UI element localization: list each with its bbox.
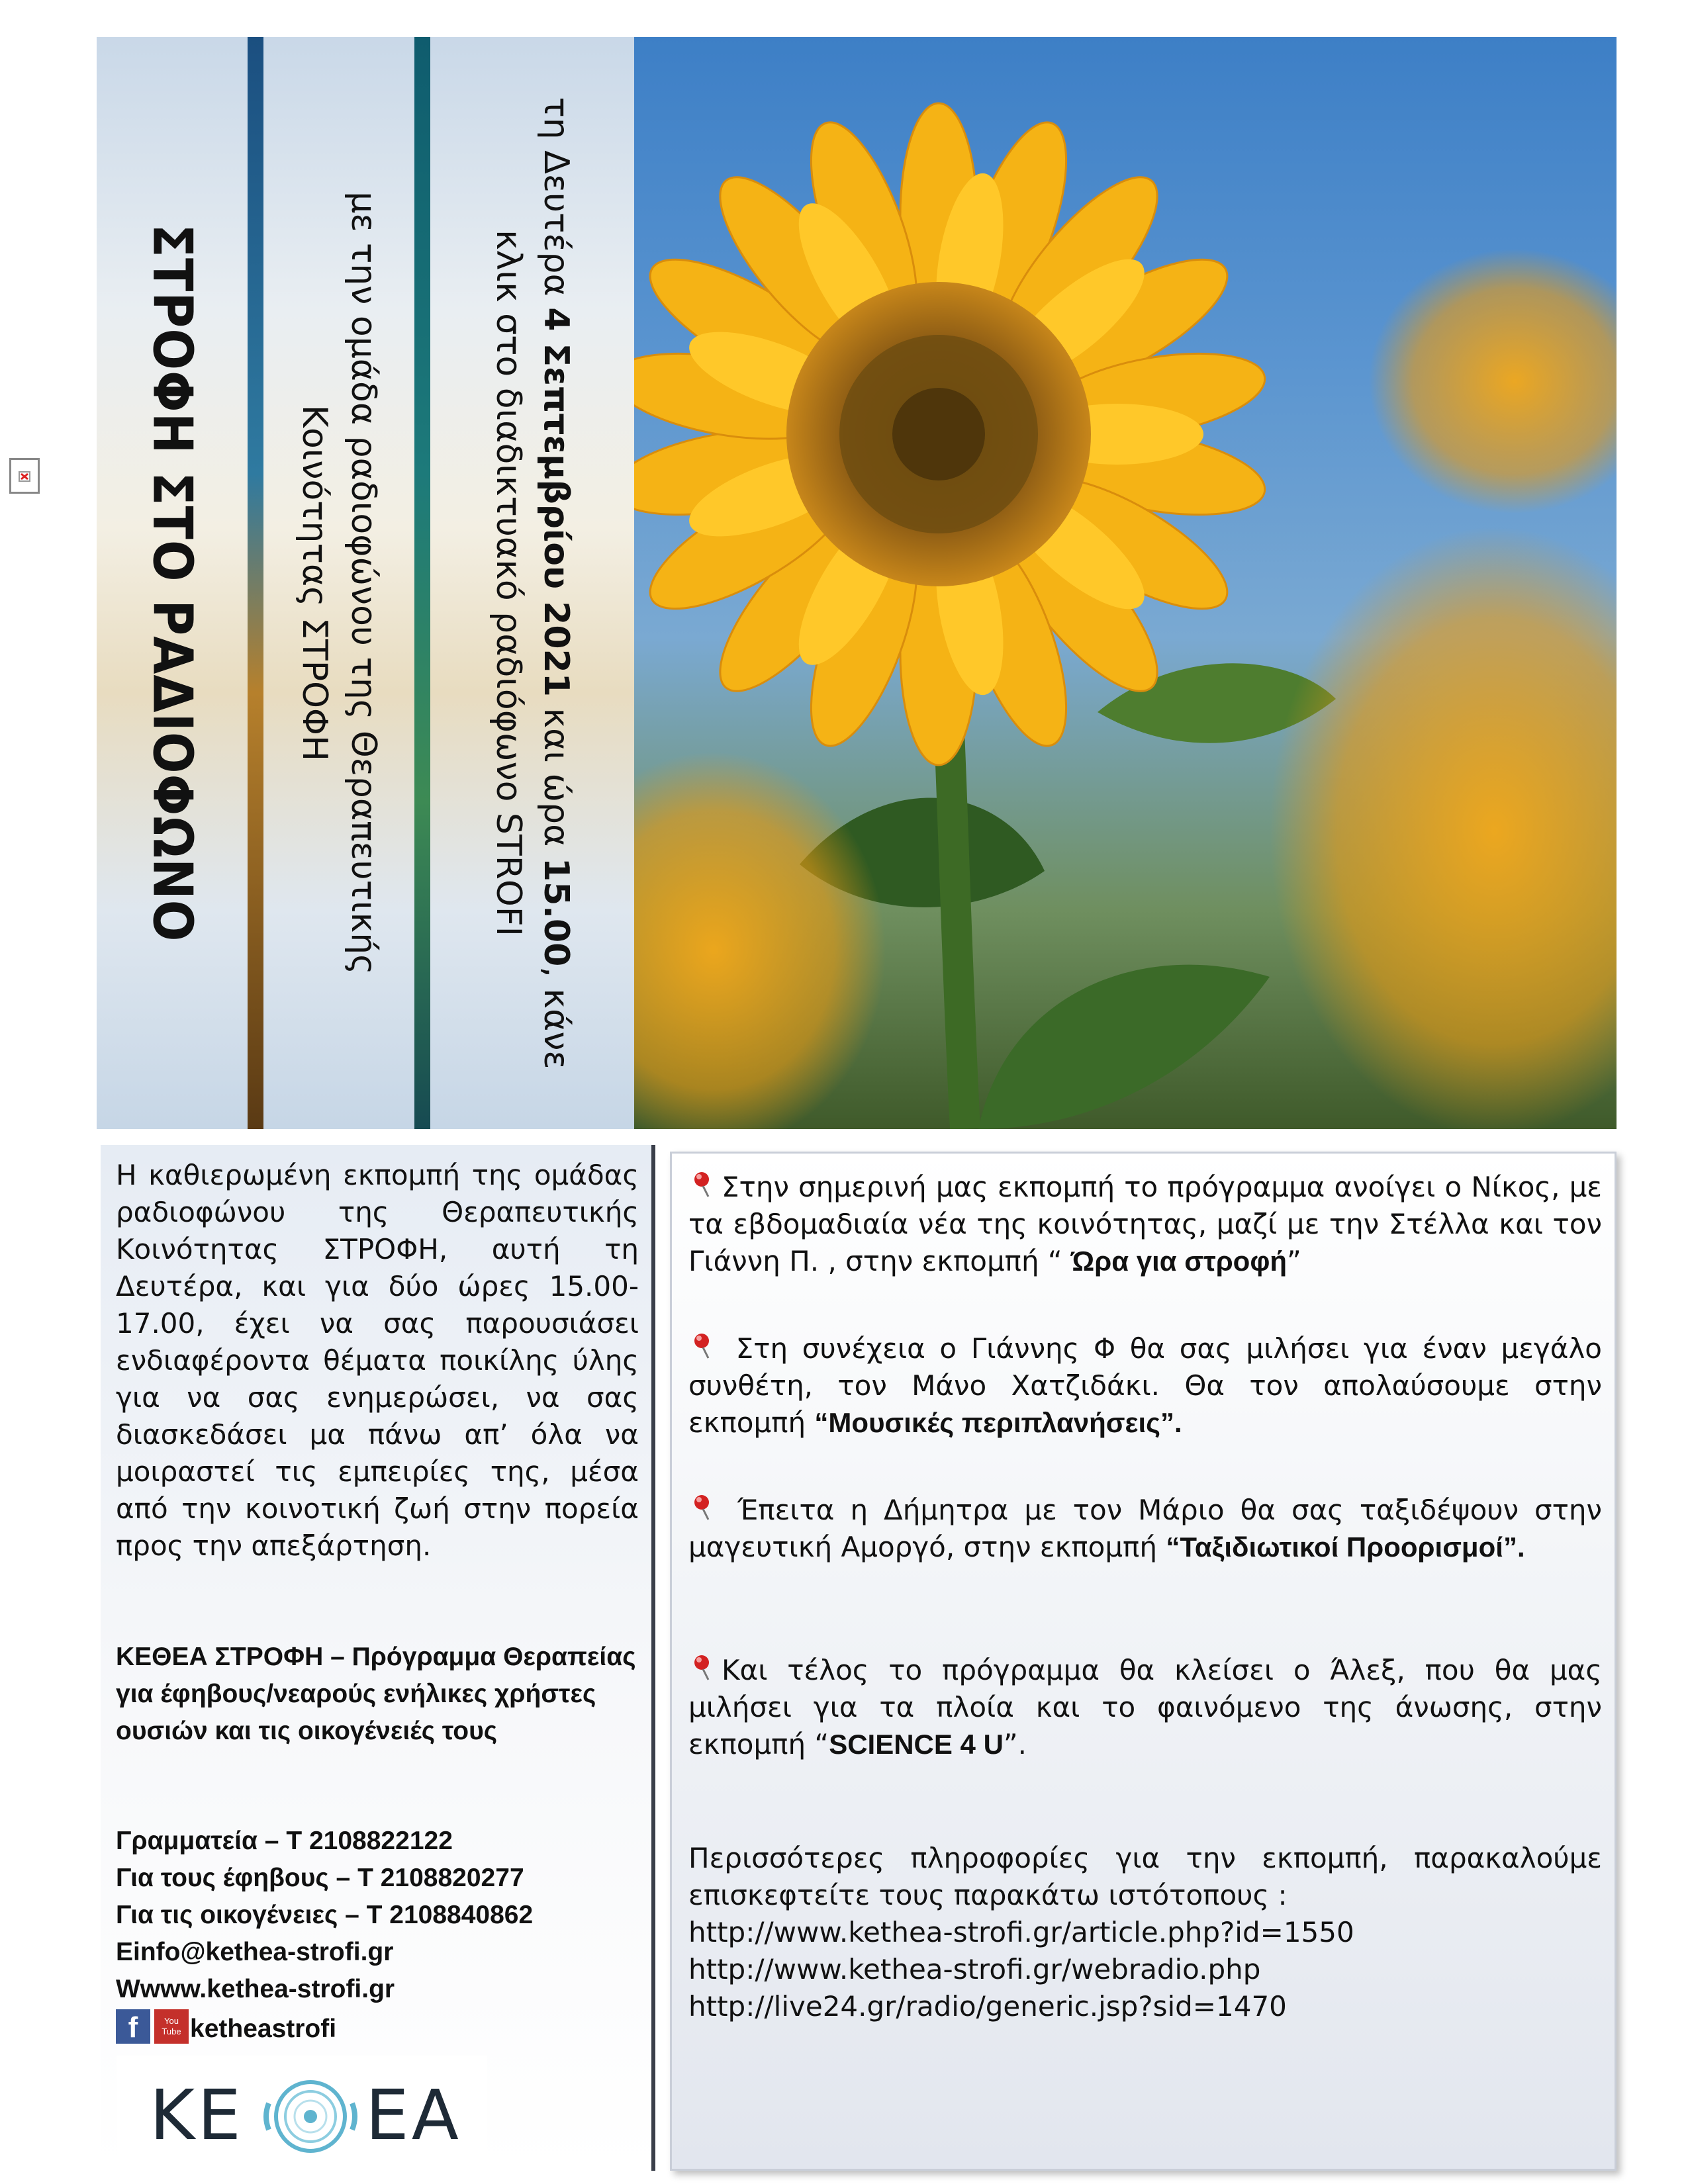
- pushpin-icon: [688, 1170, 718, 1199]
- pushpin-icon: [688, 1493, 718, 1522]
- pushpin-icon: [688, 1332, 718, 1361]
- banner-title: ΣΤΡΟΦΗ ΣΤΟ ΡΑΔΙΟΦΩΝΟ: [140, 224, 204, 942]
- org-description: ΚΕΘΕΑ ΣΤΡΟΦΗ – Πρόγραμμα Θεραπείας για έφηβους/νεαρούς ενήλικες χρήστες ουσιών και τις οικογένειές τους: [116, 1643, 636, 1745]
- divider-bar: [248, 37, 263, 1129]
- banner-date-line1: τη Δευτέρα 4 Σεπτεμβρίου 2021 και ώρα 15.00, κάνε: [536, 97, 576, 1069]
- facebook-icon[interactable]: f: [116, 2009, 150, 2044]
- logo-text-right: ΕΑ: [365, 2075, 461, 2156]
- show-title-mousikes: “Μουσικές περιπλανήσεις”.: [814, 1407, 1182, 1438]
- link-article[interactable]: http://www.kethea-strofi.gr/article.php?id=1550: [688, 1916, 1354, 1948]
- link-live24[interactable]: http://live24.gr/radio/generic.jsp?sid=1470: [688, 1990, 1287, 2023]
- subtitle-strip: [263, 37, 414, 1129]
- more-info-block: [688, 1840, 1602, 2025]
- banner-subtitle-line1: με την ομάδα ραδιοφώνου της Θεραπευτικής: [344, 191, 383, 975]
- intro-paragraph: Η καθιερωμένη εκπομπή της ομάδας ραδιοφώνου της Θεραπευτικής Κοινότητας ΣΤΡΟΦΗ, αυτή τη Δευτέρα, και για δύο ώρες 15.00-17.00, έχει να σας παρουσιάσει ενδιαφέροντα θέματα ποικίλης ύλης για να σας ενημερώσει, να σας διασκεδάσει μα πάνω απ’ όλα να μοιραστεί τις εμπειρίες της, μέσα από την κοινοτική ζωή στην πορεία προς την απεξάρτηση.: [116, 1159, 639, 1562]
- show-title-ora: Ώρα για στροφή: [1071, 1246, 1288, 1277]
- program-item-1: Στην σημερινή μας εκπομπή το πρόγραμμα ανοίγει ο Νίκος, με τα εβδομαδιαία νέα της κοινότητας, μαζί με την Στέλλα και τον Γιάννη Π. , στην εκπομπή “ Ώρα για στροφή”: [688, 1171, 1602, 1277]
- divider-bar: [414, 37, 430, 1129]
- social-handle[interactable]: ketheastrofi: [190, 2015, 337, 2043]
- banner-date: 4 Σεπτεμβρίου 2021: [536, 307, 576, 697]
- website-link[interactable]: Wwww.kethea-strofi.gr: [116, 1975, 395, 2003]
- show-title-science: SCIENCE 4 U: [829, 1729, 1004, 1760]
- broken-image-icon: [9, 458, 40, 494]
- pushpin-icon: [688, 1653, 718, 1682]
- title-strip: [97, 37, 248, 1129]
- banner-subtitle-line2: Κοινότητας ΣΤΡΟΦΗ: [295, 404, 334, 762]
- more-info-text: Περισσότερες πληροφορίες για την εκπομπή, παρακαλούμε επισκεφτείτε τους παρακάτω ιστότοπους :: [688, 1842, 1602, 1911]
- youtube-icon[interactable]: You Tube: [154, 2009, 189, 2044]
- contact-teens: Για τους έφηβους – Τ 2108820277: [116, 1864, 524, 1892]
- kethea-logo: [117, 2056, 487, 2175]
- contact-secretariat: Γραμματεία – Τ 2108822122: [116, 1827, 453, 1855]
- program-item-4: Και τέλος το πρόγραμμα θα κλείσει ο Άλεξ, που θα μας μιλήσει για τα πλοία και το φαινόμενο της άνωσης, στην εκπομπή “SCIENCE 4 U”.: [688, 1654, 1602, 1760]
- sunflower-photo: [634, 37, 1617, 1129]
- logo-emblem: [261, 2070, 360, 2163]
- banner-date-line2: κλικ στο διαδικτυακό ραδιόφωνο STROFI: [489, 229, 528, 937]
- program-item-2: Στη συνέχεια ο Γιάννης Φ θα σας μιλήσει για έναν μεγάλο συνθέτη, τον Μάνο Χατζιδάκι. Θα τον απολαύσουμε στην εκπομπή “Μουσικές περιπλανήσεις”.: [688, 1332, 1602, 1439]
- contact-families: Για τις οικογένειες – Τ 2108840862: [116, 1901, 534, 1929]
- date-strip: [430, 37, 634, 1129]
- logo-text-left: ΚΕ: [150, 2075, 244, 2156]
- email-link[interactable]: Einfo@kethea-strofi.gr: [116, 1938, 394, 1966]
- banner-time: 15.00: [536, 857, 576, 967]
- program-item-3: Έπειτα η Δήμητρα με τον Μάριο θα σας ταξιδέψουν στην μαγευτική Αμοργό, στην εκπομπή “Ταξιδιωτικοί Προορισμοί”.: [688, 1494, 1602, 1563]
- show-title-taxidiotikoi: “Ταξιδιωτικοί Προορισμοί”.: [1166, 1531, 1525, 1563]
- link-webradio[interactable]: http://www.kethea-strofi.gr/webradio.php: [688, 1953, 1261, 1985]
